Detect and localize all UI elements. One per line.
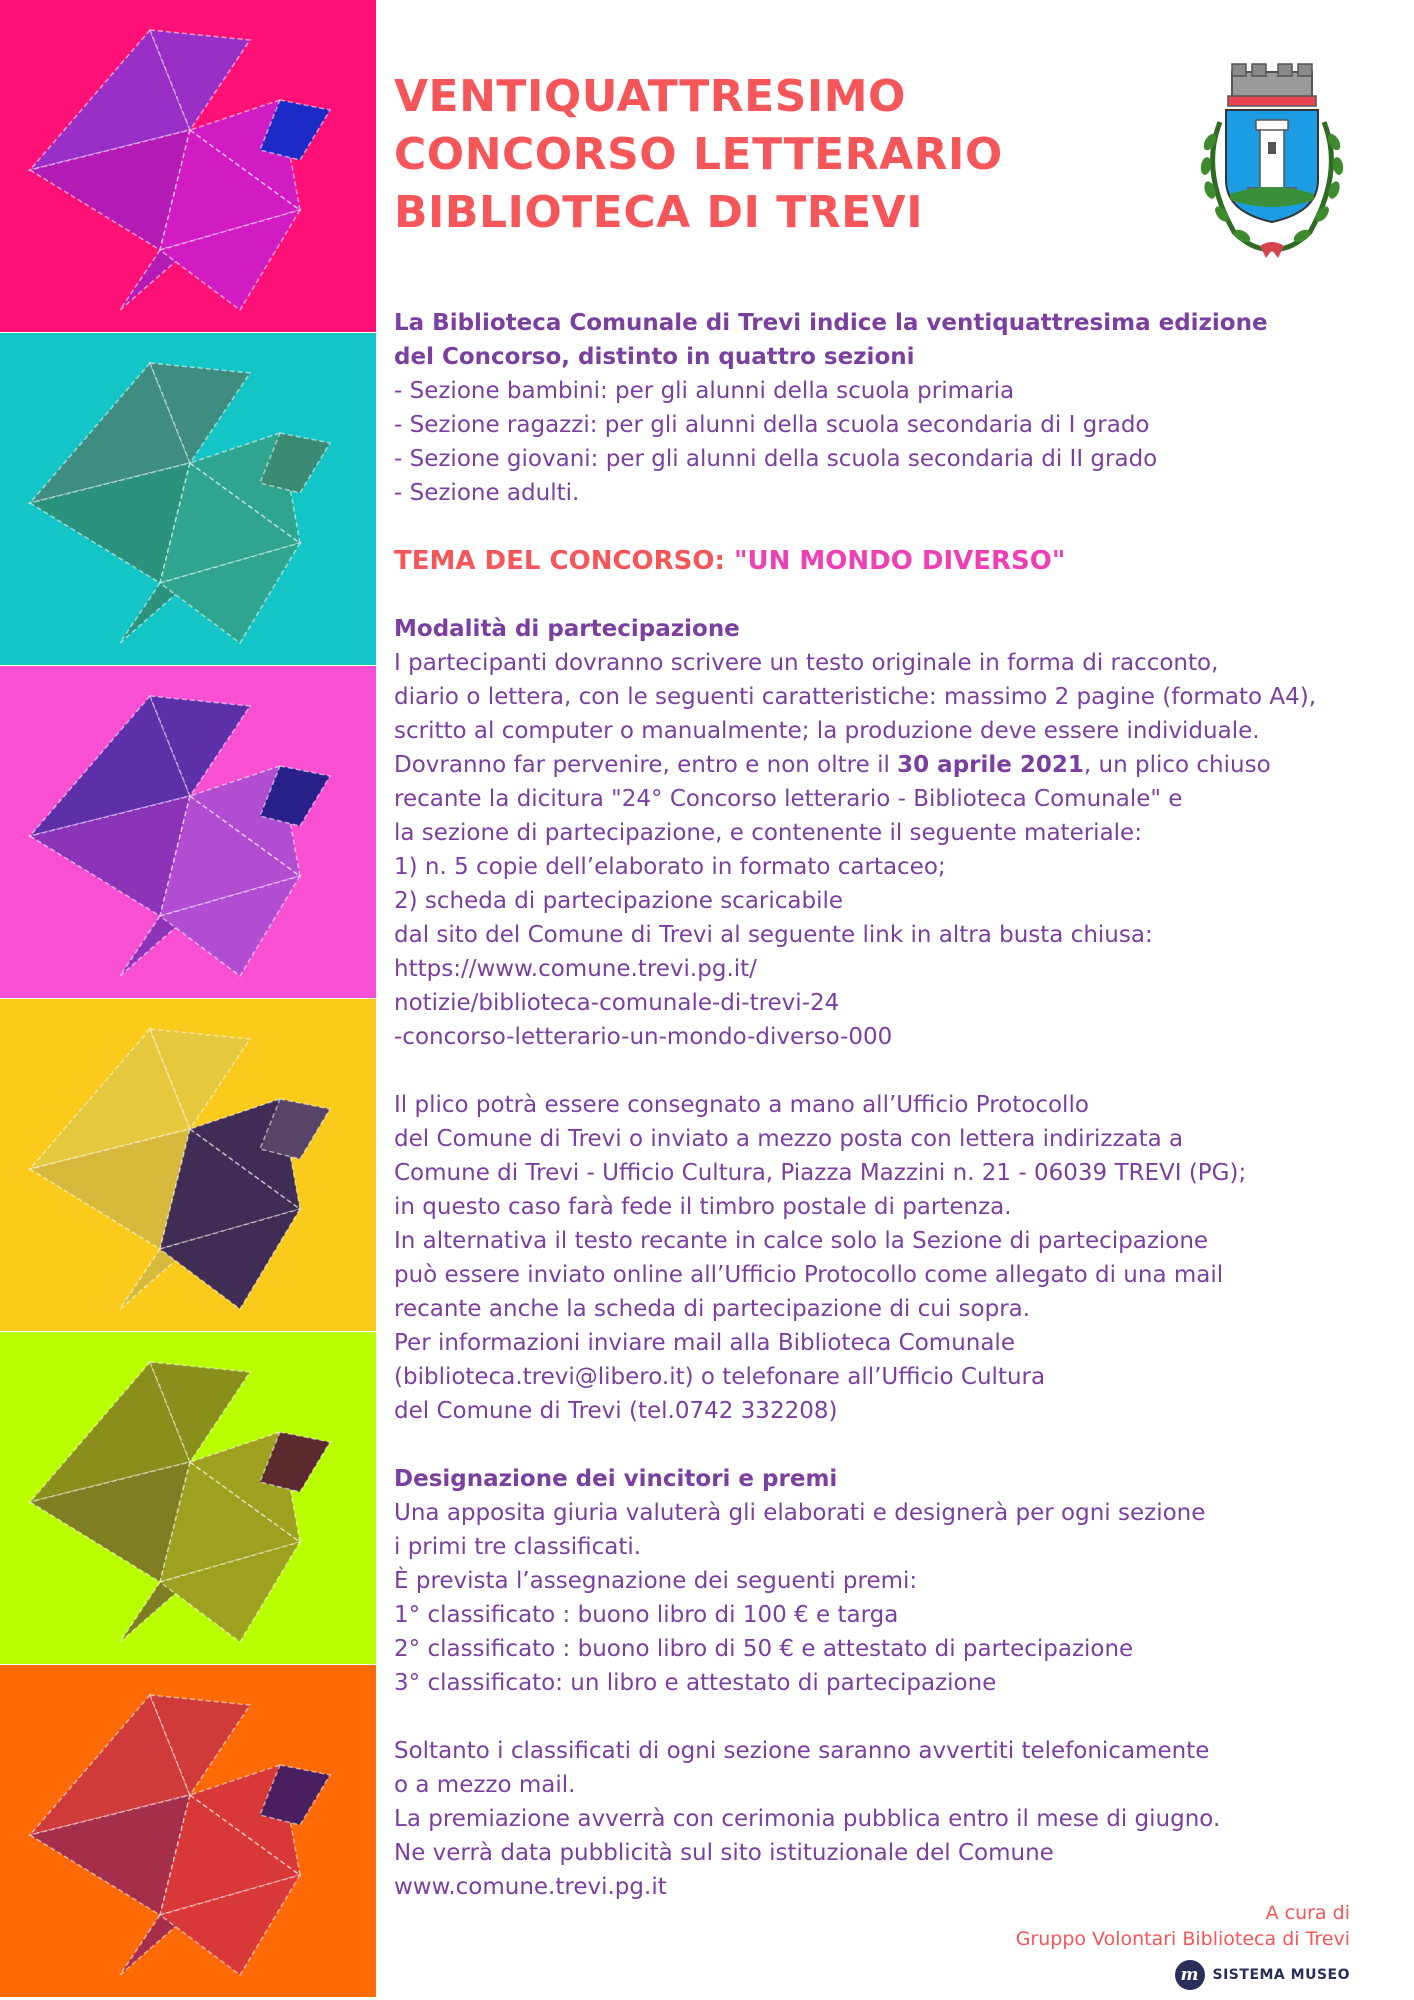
- theme-heading: [394, 544, 1374, 578]
- delivery-line: In alternativa il testo recante in calce solo la Sezione di partecipazione: [394, 1228, 1209, 1254]
- contact-phone-line: del Comune di Trevi (tel.0742 332208): [394, 1398, 838, 1424]
- delivery-line: recante anche la scheda di partecipazione di cui sopra.: [394, 1296, 1031, 1322]
- origami-bird-tile-1: [0, 0, 376, 332]
- page-title: [394, 68, 1154, 242]
- credit-line-1: A cura di: [1265, 1902, 1350, 1924]
- delivery-line: può essere inviato online all’Ufficio Protocollo come allegato di una mail: [394, 1262, 1224, 1288]
- intro-line: del Concorso, distinto in quattro sezioni: [394, 344, 915, 370]
- participation-line: dal sito del Comune di Trevi al seguente link in altra busta chiusa:: [394, 922, 1153, 948]
- delivery-line: in questo caso farà fede il timbro postale di partenza.: [394, 1194, 1012, 1220]
- origami-bird-tile-5: [0, 1332, 376, 1664]
- participation-line: I partecipanti dovranno scrivere un testo originale in forma di racconto,: [394, 650, 1219, 676]
- participation-link[interactable]: -concorso-letterario-un-mondo-diverso-000: [394, 1024, 893, 1050]
- sistema-museo-logo: [1175, 1959, 1350, 1991]
- delivery-line: Per informazioni inviare mail alla Biblioteca Comunale: [394, 1330, 1015, 1356]
- origami-bird-icon: [0, 333, 376, 665]
- participation-line: diario o lettera, con le seguenti caratteristiche: massimo 2 pagine (formato A4),: [394, 684, 1317, 710]
- delivery-line: del Comune di Trevi o inviato a mezzo posta con lettera indirizzata a: [394, 1126, 1184, 1152]
- title-line-1: VENTIQUATTRESIMO: [394, 71, 906, 122]
- origami-bird-tile-3: [0, 666, 376, 998]
- delivery-line: Comune di Trevi - Ufficio Cultura, Piazza Mazzini n. 21 - 06039 TREVI (PG);: [394, 1160, 1247, 1186]
- prize-item: 3° classificato: un libro e attestato di partecipazione: [394, 1670, 997, 1696]
- prize-item: 1° classificato : buono libro di 100 € e targa: [394, 1602, 899, 1628]
- credit-line-2: Gruppo Volontari Biblioteca di Trevi: [1015, 1928, 1350, 1950]
- announcement-body: [394, 306, 1374, 1904]
- closing-line: Ne verrà data pubblicità sul sito istituzionale del Comune: [394, 1840, 1054, 1866]
- origami-bird-icon: [0, 0, 376, 332]
- closing-line: o a mezzo mail.: [394, 1772, 576, 1798]
- awards-heading: Designazione dei vincitori e premi: [394, 1466, 838, 1492]
- origami-bird-tile-6: [0, 1665, 376, 1997]
- origami-bird-icon: [0, 1665, 376, 1997]
- participation-line: scritto al computer o manualmente; la produzione deve essere individuale.: [394, 718, 1260, 744]
- origami-bird-icon: [0, 999, 376, 1331]
- title-line-3: BIBLIOTECA DI TREVI: [394, 187, 924, 238]
- closing-line: La premiazione avverrà con cerimonia pubblica entro il mese di giugno.: [394, 1806, 1221, 1832]
- section-item: - Sezione giovani: per gli alunni della scuola secondaria di II grado: [394, 446, 1158, 472]
- participation-line: recante la dicitura "24° Concorso letterario - Biblioteca Comunale" e: [394, 786, 1183, 812]
- intro-line: La Biblioteca Comunale di Trevi indice la ventiquattresima edizione: [394, 310, 1268, 336]
- origami-bird-icon: [0, 1332, 376, 1664]
- section-item: - Sezione adulti.: [394, 480, 580, 506]
- origami-bird-tile-2: [0, 333, 376, 665]
- prize-item: 2° classificato : buono libro di 50 € e attestato di partecipazione: [394, 1636, 1134, 1662]
- website-link[interactable]: www.comune.trevi.pg.it: [394, 1874, 667, 1900]
- contact-email-line[interactable]: (biblioteca.trevi@libero.it) o telefonare all’Ufficio Cultura: [394, 1364, 1046, 1390]
- participation-line: 2) scheda di partecipazione scaricabile: [394, 888, 844, 914]
- awards-line: È prevista l’assegnazione dei seguenti premi:: [394, 1568, 918, 1594]
- theme-value: "UN MONDO DIVERSO": [733, 546, 1066, 576]
- credit-block: [1016, 1900, 1350, 1952]
- title-line-2: CONCORSO LETTERARIO: [394, 129, 1003, 180]
- deadline-post: , un plico chiuso: [1083, 752, 1271, 778]
- coat-of-arms-icon: [1186, 62, 1358, 270]
- section-item: - Sezione ragazzi: per gli alunni della scuola secondaria di I grado: [394, 412, 1150, 438]
- origami-bird-icon: [0, 666, 376, 998]
- decorative-strip: [0, 0, 376, 2000]
- participation-link[interactable]: https://www.comune.trevi.pg.it/: [394, 956, 757, 982]
- awards-line: Una apposita giuria valuterà gli elaborati e designerà per ogni sezione: [394, 1500, 1206, 1526]
- participation-line: 1) n. 5 copie dell’elaborato in formato cartaceo;: [394, 854, 946, 880]
- delivery-line: Il plico potrà essere consegnato a mano all’Ufficio Protocollo: [394, 1092, 1089, 1118]
- museo-logo-text: SISTEMA MUSEO: [1212, 1967, 1350, 1983]
- awards-line: i primi tre classificati.: [394, 1534, 642, 1560]
- participation-line: la sezione di partecipazione, e contenente il seguente materiale:: [394, 820, 1142, 846]
- theme-label: TEMA DEL CONCORSO:: [394, 546, 734, 576]
- deadline-line: [394, 748, 1374, 782]
- origami-bird-tile-4: [0, 999, 376, 1331]
- section-item: - Sezione bambini: per gli alunni della scuola primaria: [394, 378, 1015, 404]
- closing-line: Soltanto i classificati di ogni sezione saranno avvertiti telefonicamente: [394, 1738, 1210, 1764]
- participation-link[interactable]: notizie/biblioteca-comunale-di-trevi-24: [394, 990, 840, 1016]
- museo-logo-icon: m: [1175, 1960, 1205, 1990]
- participation-heading: Modalità di partecipazione: [394, 616, 740, 642]
- deadline-date: 30 aprile 2021: [897, 752, 1084, 778]
- deadline-pre: Dovranno far pervenire, entro e non oltre il: [394, 752, 898, 778]
